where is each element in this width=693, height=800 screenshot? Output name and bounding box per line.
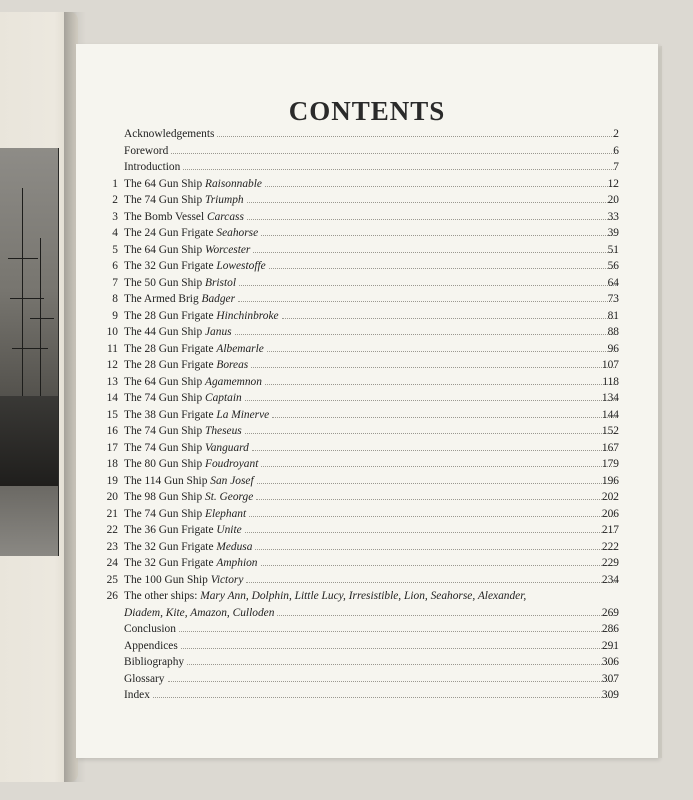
- toc-entry-line: [124, 656, 619, 668]
- toc-entry[interactable]: [76, 326, 658, 343]
- dot-leader: [171, 152, 616, 154]
- ship-name: Victory: [210, 573, 244, 586]
- ship-name: Seahorse: [216, 227, 259, 239]
- entry-title: [124, 244, 250, 256]
- ship-name: Raisonnable: [205, 177, 262, 190]
- page-number: 81: [607, 309, 619, 322]
- entry-title: [124, 590, 526, 602]
- chapter-number: 11: [107, 342, 118, 355]
- chapter-number: 19: [106, 474, 118, 487]
- toc-entry[interactable]: [76, 227, 658, 244]
- ship-name: Unite: [216, 524, 242, 536]
- dot-leader: [252, 449, 616, 451]
- page-number: 286: [601, 623, 619, 635]
- dot-leader: [269, 267, 616, 269]
- toc-entry[interactable]: [76, 590, 658, 607]
- toc-entry[interactable]: [76, 260, 658, 277]
- entry-title: [124, 607, 274, 619]
- entry-text: Appendices: [124, 639, 178, 652]
- toc-entry-line: [124, 326, 619, 338]
- dot-leader: [267, 350, 616, 352]
- toc-entry-line: [124, 392, 619, 404]
- entry-title: [124, 656, 184, 668]
- ship-name: Boreas: [216, 359, 249, 371]
- toc-entry-line: [124, 194, 619, 206]
- chapter-number: 1: [112, 177, 118, 190]
- toc-entry[interactable]: [76, 689, 658, 706]
- ship-name: Albemarle: [216, 342, 264, 355]
- chapter-number: 5: [112, 243, 118, 256]
- chapter-number: 17: [106, 441, 118, 454]
- page-number: 306: [601, 656, 619, 668]
- dot-leader: [181, 647, 616, 649]
- entry-title: [124, 475, 254, 487]
- entry-text: The other ships:: [124, 590, 201, 602]
- chapter-number: 25: [106, 573, 118, 586]
- dot-leader: [217, 135, 616, 137]
- page-number: 88: [607, 326, 619, 338]
- page-number: 118: [602, 375, 619, 388]
- toc-entry-line: [124, 211, 619, 223]
- page-number: 107: [601, 359, 619, 371]
- entry-title: [124, 623, 176, 635]
- entry-title: [124, 376, 262, 388]
- page-number: 20: [607, 194, 619, 206]
- toc-entry[interactable]: [76, 376, 658, 393]
- chapter-number: 23: [106, 540, 118, 553]
- entry-title: [124, 557, 258, 569]
- entry-text: The 32 Gun Frigate: [124, 540, 217, 553]
- dot-leader: [246, 581, 616, 583]
- toc-entry-line: [124, 640, 619, 652]
- entry-text: The 32 Gun Frigate: [124, 557, 217, 569]
- ship-engraving-image: [0, 148, 59, 556]
- ship-name: Elephant: [205, 507, 247, 520]
- page-number: 64: [607, 276, 619, 289]
- ship-name: Triumph: [205, 194, 244, 206]
- chapter-number: 16: [106, 425, 118, 437]
- chapter-number: 8: [112, 293, 118, 305]
- entry-text: The 44 Gun Ship: [124, 326, 205, 338]
- ship-name: Janus: [205, 326, 232, 338]
- toc-entry-line: [124, 607, 619, 619]
- page-number: 73: [607, 293, 619, 305]
- toc-entry[interactable]: [76, 557, 658, 574]
- entry-title: [124, 310, 279, 322]
- entry-text: Glossary: [124, 672, 165, 685]
- page-number: 202: [601, 491, 619, 503]
- toc-entry-line: [124, 425, 619, 437]
- page-number: 134: [601, 392, 619, 404]
- dot-leader: [179, 630, 616, 632]
- page-number: 6: [613, 144, 619, 157]
- dot-leader: [265, 383, 616, 385]
- page-number: 307: [601, 672, 619, 685]
- page-number: 217: [601, 524, 619, 536]
- page-number: 179: [601, 458, 619, 470]
- entry-title: [124, 194, 244, 206]
- entry-text: The Bomb Vessel: [124, 210, 207, 223]
- page-number: 167: [601, 441, 619, 454]
- ship-name: Amphion: [216, 557, 258, 569]
- page-number: 39: [607, 227, 619, 239]
- toc-entry[interactable]: [76, 277, 658, 294]
- ship-name: Captain: [205, 392, 242, 404]
- page-number: 56: [607, 260, 619, 272]
- entry-text: The 36 Gun Frigate: [124, 524, 217, 536]
- dot-leader: [282, 317, 616, 319]
- chapter-number: 10: [106, 326, 118, 338]
- toc-entry-line: [124, 508, 619, 520]
- page-number: 7: [613, 161, 619, 173]
- ship-names: Diadem, Kite, Amazon, Culloden: [124, 606, 275, 619]
- ship-name: Carcass: [207, 210, 244, 223]
- entry-text: The 24 Gun Frigate: [124, 227, 217, 239]
- page-number: 144: [601, 408, 619, 421]
- entry-title: [124, 640, 178, 652]
- entry-text: The 28 Gun Frigate: [124, 342, 217, 355]
- ship-name: San Josef: [210, 474, 254, 487]
- entry-text: The Armed Brig: [124, 293, 202, 305]
- toc-entry[interactable]: [76, 392, 658, 409]
- dot-leader: [245, 399, 616, 401]
- toc-entry[interactable]: [76, 409, 658, 426]
- page-number: 234: [601, 573, 619, 586]
- toc-entry-line: [124, 491, 619, 503]
- ship-name: La Minerve: [216, 408, 270, 421]
- toc-entry[interactable]: [76, 623, 658, 640]
- toc-entry[interactable]: [76, 541, 658, 558]
- entry-title: [124, 326, 232, 338]
- entry-title: [124, 161, 180, 173]
- ship-name: Bristol: [205, 276, 237, 289]
- entry-text: The 74 Gun Ship: [124, 507, 205, 520]
- entry-title: [124, 211, 244, 223]
- chapter-number: 15: [106, 408, 118, 421]
- toc-entry[interactable]: [76, 458, 658, 475]
- entry-title: [124, 260, 266, 272]
- toc-entry-line: [124, 277, 619, 289]
- toc-entry-line: [124, 244, 619, 256]
- entry-text: The 98 Gun Ship: [124, 491, 205, 503]
- page-number: 152: [601, 425, 619, 437]
- entry-text: The 74 Gun Ship: [124, 194, 205, 206]
- toc-entry[interactable]: [76, 425, 658, 442]
- entry-title: [124, 128, 214, 140]
- entry-title: [124, 293, 235, 305]
- dot-leader: [245, 531, 616, 533]
- page-number: 33: [607, 210, 619, 223]
- chapter-number: 2: [112, 194, 118, 206]
- toc-entry[interactable]: [76, 359, 658, 376]
- toc-entry-line: [124, 227, 619, 239]
- entry-title: [124, 491, 253, 503]
- ship-name: Worcester: [205, 243, 251, 256]
- toc-entry[interactable]: [76, 673, 658, 690]
- dot-leader: [255, 548, 616, 550]
- toc-entry-line: [124, 442, 619, 454]
- ship-name: Vanguard: [205, 441, 249, 454]
- ship-name: Agamemnon: [205, 375, 262, 388]
- chapter-number: 7: [112, 276, 118, 289]
- toc-entry-line: [124, 475, 619, 487]
- toc-entry-line: [124, 574, 619, 586]
- entry-text: The 28 Gun Frigate: [124, 359, 217, 371]
- entry-title: [124, 574, 243, 586]
- dot-leader: [261, 465, 616, 467]
- page-number: 196: [601, 474, 619, 487]
- entry-title: [124, 508, 246, 520]
- chapter-number: 22: [106, 524, 118, 536]
- toc-entry[interactable]: [76, 574, 658, 591]
- toc-entry-line: [124, 623, 619, 635]
- entry-text: Introduction: [124, 161, 181, 173]
- toc-entry-line: [124, 673, 619, 685]
- chapter-number: 14: [106, 392, 118, 404]
- entry-title: [124, 392, 242, 404]
- dot-leader: [235, 333, 616, 335]
- chapter-number: 26: [106, 590, 118, 602]
- entry-title: [124, 343, 264, 355]
- chapter-number: 21: [106, 507, 118, 520]
- ship-name: Medusa: [216, 540, 253, 553]
- chapter-number: 13: [106, 375, 118, 388]
- toc-entry-line: [124, 343, 619, 355]
- toc-entry-line: [124, 161, 619, 173]
- dot-leader: [187, 663, 616, 665]
- toc-entry[interactable]: [76, 145, 658, 162]
- toc-entry-line: [124, 541, 619, 553]
- chapter-number: 24: [106, 557, 118, 569]
- toc-entry[interactable]: [76, 178, 658, 195]
- entry-text: Index: [124, 689, 150, 701]
- entry-text: The 114 Gun Ship: [124, 474, 211, 487]
- entry-title: [124, 178, 262, 190]
- dot-leader: [277, 614, 616, 616]
- entry-title: [124, 145, 168, 157]
- dot-leader: [153, 696, 616, 698]
- entry-title: [124, 425, 242, 437]
- chapter-number: 12: [106, 359, 118, 371]
- dot-leader: [261, 234, 616, 236]
- toc-entry[interactable]: [76, 310, 658, 327]
- toc-entry-line: [124, 409, 619, 421]
- page-number: 206: [601, 507, 619, 520]
- toc-entry[interactable]: [76, 293, 658, 310]
- toc-entry[interactable]: [76, 442, 658, 459]
- toc-entry[interactable]: [76, 508, 658, 525]
- entry-text: The 74 Gun Ship: [124, 392, 205, 404]
- dot-leader: [247, 201, 616, 203]
- entry-text: The 32 Gun Frigate: [124, 260, 217, 272]
- dot-leader: [251, 366, 616, 368]
- page-number: 2: [613, 128, 619, 140]
- entry-text: The 74 Gun Ship: [124, 425, 205, 437]
- entry-text: The 50 Gun Ship: [124, 276, 205, 289]
- dot-leader: [272, 416, 616, 418]
- toc-entry-line: [124, 293, 619, 305]
- toc-entry[interactable]: [76, 656, 658, 673]
- entry-title: [124, 442, 249, 454]
- dot-leader: [256, 498, 616, 500]
- toc-entry-line: [124, 689, 619, 701]
- toc-entry-line: [124, 128, 619, 140]
- page-number: 309: [601, 689, 619, 701]
- page-number: 229: [601, 557, 619, 569]
- entry-title: [124, 689, 150, 701]
- dot-leader: [253, 251, 616, 253]
- toc-entry[interactable]: [76, 128, 658, 145]
- dot-leader: [249, 515, 616, 517]
- entry-text: The 28 Gun Frigate: [124, 309, 217, 322]
- toc-entry[interactable]: [76, 211, 658, 228]
- entry-text: Foreword: [124, 144, 169, 157]
- ship-names: Mary Ann, Dolphin, Little Lucy, Irresistible, Lion, Seahorse, Alexander,: [200, 590, 527, 602]
- toc-entry[interactable]: [76, 491, 658, 508]
- entry-title: [124, 458, 258, 470]
- ship-name: St. George: [205, 491, 254, 503]
- dot-leader: [257, 482, 616, 484]
- toc-entry-line: [124, 260, 619, 272]
- toc-entry-line: [124, 178, 619, 190]
- toc-entry[interactable]: [76, 244, 658, 261]
- entry-text: The 64 Gun Ship: [124, 243, 205, 256]
- page-number: 12: [607, 177, 619, 190]
- toc-entry[interactable]: [76, 194, 658, 211]
- ship-name: Theseus: [205, 425, 242, 437]
- page-title: CONTENTS: [288, 96, 446, 126]
- entry-text: The 64 Gun Ship: [124, 177, 205, 190]
- ship-name: Hinchinbroke: [216, 309, 279, 322]
- chapter-number: 18: [106, 458, 118, 470]
- toc-entry-line: [124, 458, 619, 470]
- toc-entry[interactable]: [76, 475, 658, 492]
- entry-text: Acknowledgements: [124, 128, 215, 140]
- entry-title: [124, 277, 236, 289]
- toc-entry-line: [124, 310, 619, 322]
- page-number: 51: [607, 243, 619, 256]
- chapter-number: 4: [112, 227, 118, 239]
- dot-leader: [168, 680, 617, 682]
- entry-text: The 74 Gun Ship: [124, 441, 205, 454]
- chapter-number: 9: [112, 309, 118, 322]
- chapter-number: 6: [112, 260, 118, 272]
- toc-entry-line: [124, 359, 619, 371]
- page-number: 96: [607, 342, 619, 355]
- dot-leader: [183, 168, 616, 170]
- toc-entry-line: [124, 376, 619, 388]
- entry-title: [124, 524, 242, 536]
- entry-text: Bibliography: [124, 656, 185, 668]
- dot-leader: [239, 284, 616, 286]
- dot-leader: [261, 564, 616, 566]
- page-number: 222: [601, 540, 619, 553]
- entry-text: The 64 Gun Ship: [124, 375, 205, 388]
- entry-title: [124, 541, 252, 553]
- toc-entry[interactable]: [76, 640, 658, 657]
- page-number: 269: [601, 606, 619, 619]
- entry-text: The 38 Gun Frigate: [124, 408, 217, 421]
- entry-text: The 80 Gun Ship: [124, 458, 205, 470]
- toc-entry[interactable]: [76, 343, 658, 360]
- entry-title: [124, 409, 269, 421]
- toc-entry[interactable]: [76, 161, 658, 178]
- page-number: 291: [601, 639, 619, 652]
- ship-name: Foudroyant: [205, 458, 259, 470]
- dot-leader: [245, 432, 616, 434]
- dot-leader: [238, 300, 616, 302]
- entry-title: [124, 227, 258, 239]
- chapter-number: 20: [106, 491, 118, 503]
- toc-entry-line: [124, 524, 619, 536]
- entry-title: [124, 673, 165, 685]
- entry-text: Conclusion: [124, 623, 176, 635]
- contents-page: [76, 44, 658, 758]
- toc-entry-continuation[interactable]: [76, 607, 658, 624]
- toc-entry-line: [124, 145, 619, 157]
- entry-text: The 100 Gun Ship: [124, 573, 211, 586]
- toc-entry[interactable]: [76, 524, 658, 541]
- dot-leader: [247, 218, 616, 220]
- ship-name: Lowestoffe: [216, 260, 266, 272]
- entry-title: [124, 359, 248, 371]
- table-of-contents: [76, 44, 658, 758]
- ship-name: Badger: [201, 293, 236, 305]
- toc-entry-line: [124, 557, 619, 569]
- chapter-number: 3: [112, 210, 118, 223]
- dot-leader: [265, 185, 616, 187]
